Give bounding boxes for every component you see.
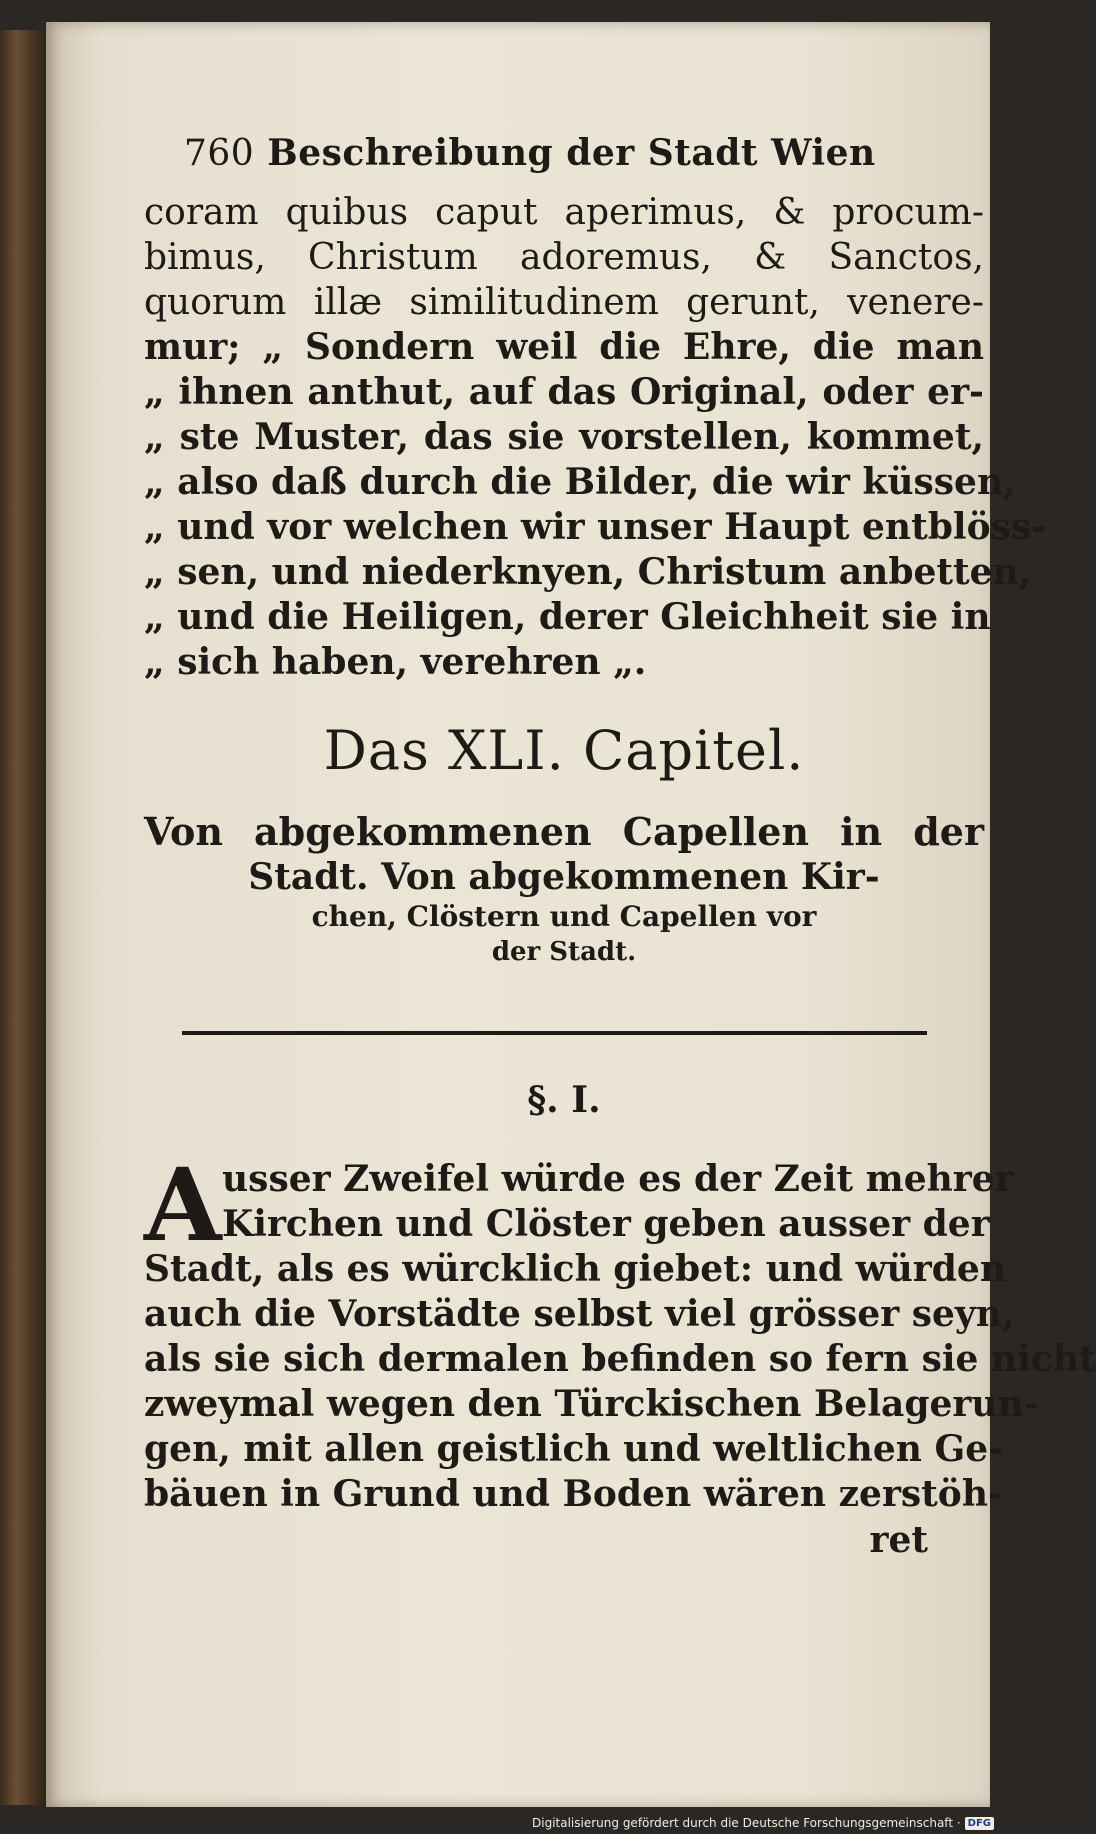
section-heading: §. I. [527,1079,601,1121]
text-line: „ ste Muster, das sie vorstellen, kommet, [144,416,984,458]
book-spine [0,30,46,1805]
text-line: usser Zweifel würde es der Zeit mehrer [222,1158,1014,1200]
text-line: zweymal wegen den Türckischen Belagerun- [144,1383,1039,1425]
text-line: bimus, Christum adoremus, & Sanctos, [144,237,984,278]
text-line: „ und die Heiligen, derer Gleichheit sie in [144,596,991,638]
text-line: Stadt, als es würcklich giebet: und würden [144,1248,1007,1290]
text-line: quorum illæ similitudinem gerunt, venere- [144,282,984,323]
catchword: ret [869,1519,928,1561]
text-line: „ ihnen anthut, auf das Original, oder er- [144,371,984,413]
dfg-logo: DFG [965,1817,994,1830]
text-line: Kirchen und Clöster geben ausser der [222,1203,990,1245]
credit-text: Digitalisierung gefördert durch die Deutsche Forschungsgemeinschaft · [532,1816,961,1830]
page-number: 760 [184,133,255,174]
text-line: mur; „ Sondern weil die Ehre, die man [144,326,984,368]
text-block-top [144,190,1047,685]
paragraph [144,1146,1096,1561]
subtitle-line: Von abgekommenen Capellen in der [144,809,984,854]
text-line: coram quibus caput aperimus, & procum- [144,192,984,233]
text-line: gen, mit allen geistlich und weltlichen Ge- [144,1428,1004,1470]
text-line: „ und vor welchen wir unser Haupt entblöss- [144,506,1047,548]
subtitle-line: Stadt. Von abgekommenen Kir- [248,856,880,898]
text-line: als sie sich dermalen befinden so fern sie nicht [144,1338,1096,1380]
digitization-credit [532,1816,994,1830]
text-line: auch die Vorstädte selbst viel grösser seyn, [144,1293,1015,1335]
chapter-subtitle [144,809,984,969]
subtitle-line: der Stadt. [491,937,637,967]
subtitle-line: chen, Clöstern und Capellen vor [311,900,817,933]
drop-cap: A [144,1146,222,1264]
running-title: Beschreibung der Stadt Wien [267,132,876,174]
running-header [184,132,984,190]
book-page [46,22,1096,1807]
text-line: „ sen, und niederknyen, Christum anbetten, [144,551,1032,593]
chapter-heading: Das XLI. Capitel. [323,719,805,782]
text-line: „ also daß durch die Bilder, die wir küssen, [144,461,1016,503]
text-line: „ sich haben, verehren „. [144,641,647,683]
page-text [144,132,1096,1561]
text-line: bäuen in Grund und Boden wären zerstöh- [144,1473,1003,1515]
divider-rule [182,1031,927,1035]
